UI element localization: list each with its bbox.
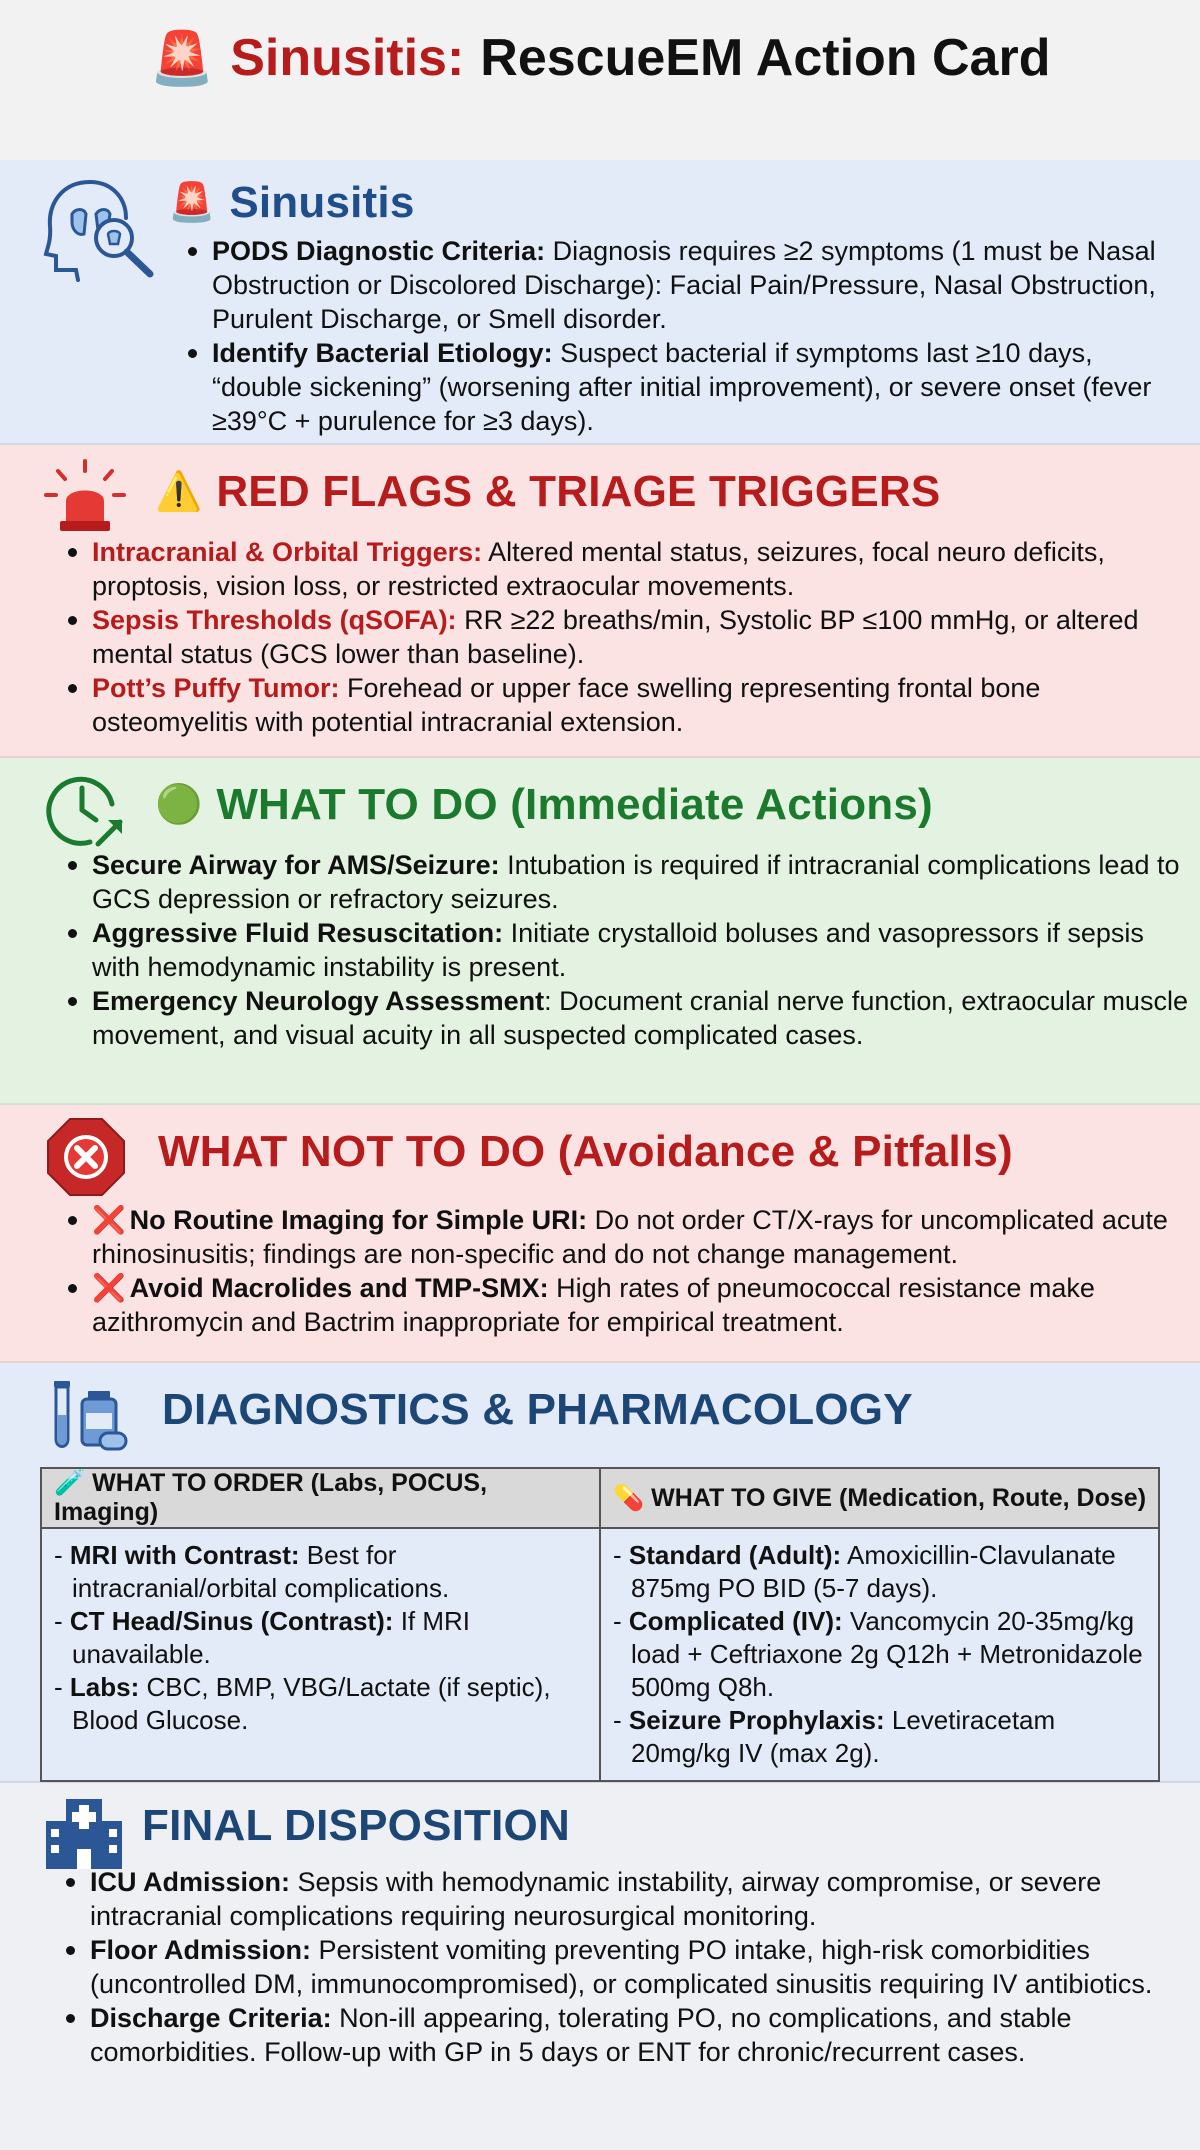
red-flags-heading [155,467,940,517]
list-item: ICU Admission: Sepsis with hemodynamic instability, airway compromise, or severe intracranial complications requiring neurosurgical monitoring. [60,1865,1190,1933]
siren-emoji: 🚨 [168,182,216,224]
page-title [150,28,1051,89]
diagnostics-table [40,1467,1160,1782]
disposition-list [60,1865,1190,2069]
stop-x-icon [46,1117,126,1197]
test-tube-emoji: 🧪 [54,1469,86,1497]
list-item: ❌ No Routine Imaging for Simple URI: Do not order CT/X-rays for uncomplicated acute rhinosinusitis; findings are non-specific and do not change management. [62,1203,1192,1271]
give-cell [600,1528,1159,1781]
section-title: WHAT TO DO (Immediate Actions) [216,780,933,829]
red-flags-section [0,445,1200,758]
title-bar [0,0,1200,160]
list-item: Intracranial & Orbital Triggers: Altered mental status, seizures, focal neuro deficits, proptosis, vision loss, or restricted extraocular movements. [62,535,1192,603]
sinusitis-heading [168,178,415,228]
warning-emoji: ⚠️ [155,471,203,513]
what-to-do-section [0,758,1200,1105]
order-column-header: 🧪 WHAT TO ORDER (Labs, POCUS, Imaging) [41,1468,600,1528]
disposition-section [0,1783,1200,2150]
disposition-heading [142,1801,570,1851]
list-item: ❌ Avoid Macrolides and TMP-SMX: High rates of pneumococcal resistance make azithromycin and Bactrim inappropriate for empirical treatment. [62,1271,1192,1339]
section-title: RED FLAGS & TRIAGE TRIGGERS [216,467,941,516]
title-rest: RescueEM Action Card [480,29,1051,87]
pill-emoji: 💊 [613,1483,645,1512]
list-item: Aggressive Fluid Resuscitation: Initiate crystalloid boluses and vasopressors if sepsis with hemodynamic instability is present. [62,916,1192,984]
what-to-do-list [62,848,1192,1052]
section-title: WHAT NOT TO DO (Avoidance & Pitfalls) [158,1127,1013,1176]
list-item: Pott’s Puffy Tumor: Forehead or upper face swelling representing frontal bone osteomyelitis with potential intracranial extension. [62,671,1192,739]
hospital-icon [42,1795,126,1871]
section-title: DIAGNOSTICS & PHARMACOLOGY [162,1385,913,1434]
list-item: Discharge Criteria: Non-ill appearing, tolerating PO, no complications, and stable comorbidities. Follow-up with GP in 5 days or ENT for chronic/recurrent cases. [60,2001,1190,2069]
list-item: Emergency Neurology Assessment: Document cranial nerve function, extraocular muscle movement, and visual acuity in all suspected complicated cases. [62,984,1192,1052]
siren-icon [42,457,128,537]
list-item: - Labs: CBC, BMP, VBG/Lactate (if septic), Blood Glucose. [54,1672,551,1735]
cross-mark-icon: ❌ [92,1205,126,1235]
list-item: PODS Diagnostic Criteria: Diagnosis requires ≥2 symptoms (1 must be Nasal Obstruction or Discolored Discharge): Facial Pain/Pressure, Nasal Obstruction, Purulent Discharge, or Smell disorder. [182,234,1182,336]
section-title: FINAL DISPOSITION [142,1801,570,1850]
diagnostics-heading [162,1385,913,1435]
list-item: Sepsis Thresholds (qSOFA): RR ≥22 breaths/min, Systolic BP ≤100 mmHg, or altered mental status (GCS lower than baseline). [62,603,1192,671]
order-cell [41,1528,600,1781]
section-title: Sinusitis [229,178,415,227]
what-not-to-do-list [62,1203,1192,1339]
siren-emoji: 🚨 [149,29,215,88]
title-accent: Sinusitis: [230,29,465,87]
list-item: Identify Bacterial Etiology: Suspect bacterial if symptoms last ≥10 days, “double sickening” (worsening after initial improvement), or severe onset (fever ≥39°C + purulence for ≥3 days). [182,336,1182,438]
list-item: Floor Admission: Persistent vomiting preventing PO intake, high-risk comorbidities (uncontrolled DM, immunocompromised), or complicated sinusitis requiring IV antibiotics. [60,1933,1190,2001]
what-not-to-do-section [0,1105,1200,1363]
green-circle-emoji: 🟢 [155,784,203,826]
list-item: - Seizure Prophylaxis: Levetiracetam 20mg/kg IV (max 2g). [613,1705,1056,1768]
list-item: - Standard (Adult): Amoxicillin-Clavulanate 875mg PO BID (5-7 days). [613,1540,1116,1603]
what-to-do-heading [155,780,933,830]
give-column-header: 💊 WHAT TO GIVE (Medication, Route, Dose) [600,1468,1159,1528]
sinusitis-section [0,160,1200,445]
sinusitis-list [182,234,1182,438]
list-item: Secure Airway for AMS/Seizure: Intubation is required if intracranial complications lead to GCS depression or refractory seizures. [62,848,1192,916]
what-not-to-do-heading [158,1127,1013,1177]
red-flags-list [62,535,1192,739]
list-item: - Complicated (IV): Vancomycin 20-35mg/kg load + Ceftriaxone 2g Q12h + Metronidazole 500mg Q8h. [613,1606,1143,1702]
cross-mark-icon: ❌ [92,1273,126,1303]
clock-arrow-icon [42,768,128,854]
list-item: - CT Head/Sinus (Contrast): If MRI unavailable. [54,1606,471,1669]
test-tube-bottle-icon [44,1375,130,1455]
sinus-face-magnifier-icon [42,174,162,284]
list-item: - MRI with Contrast: Best for intracranial/orbital complications. [54,1540,450,1603]
